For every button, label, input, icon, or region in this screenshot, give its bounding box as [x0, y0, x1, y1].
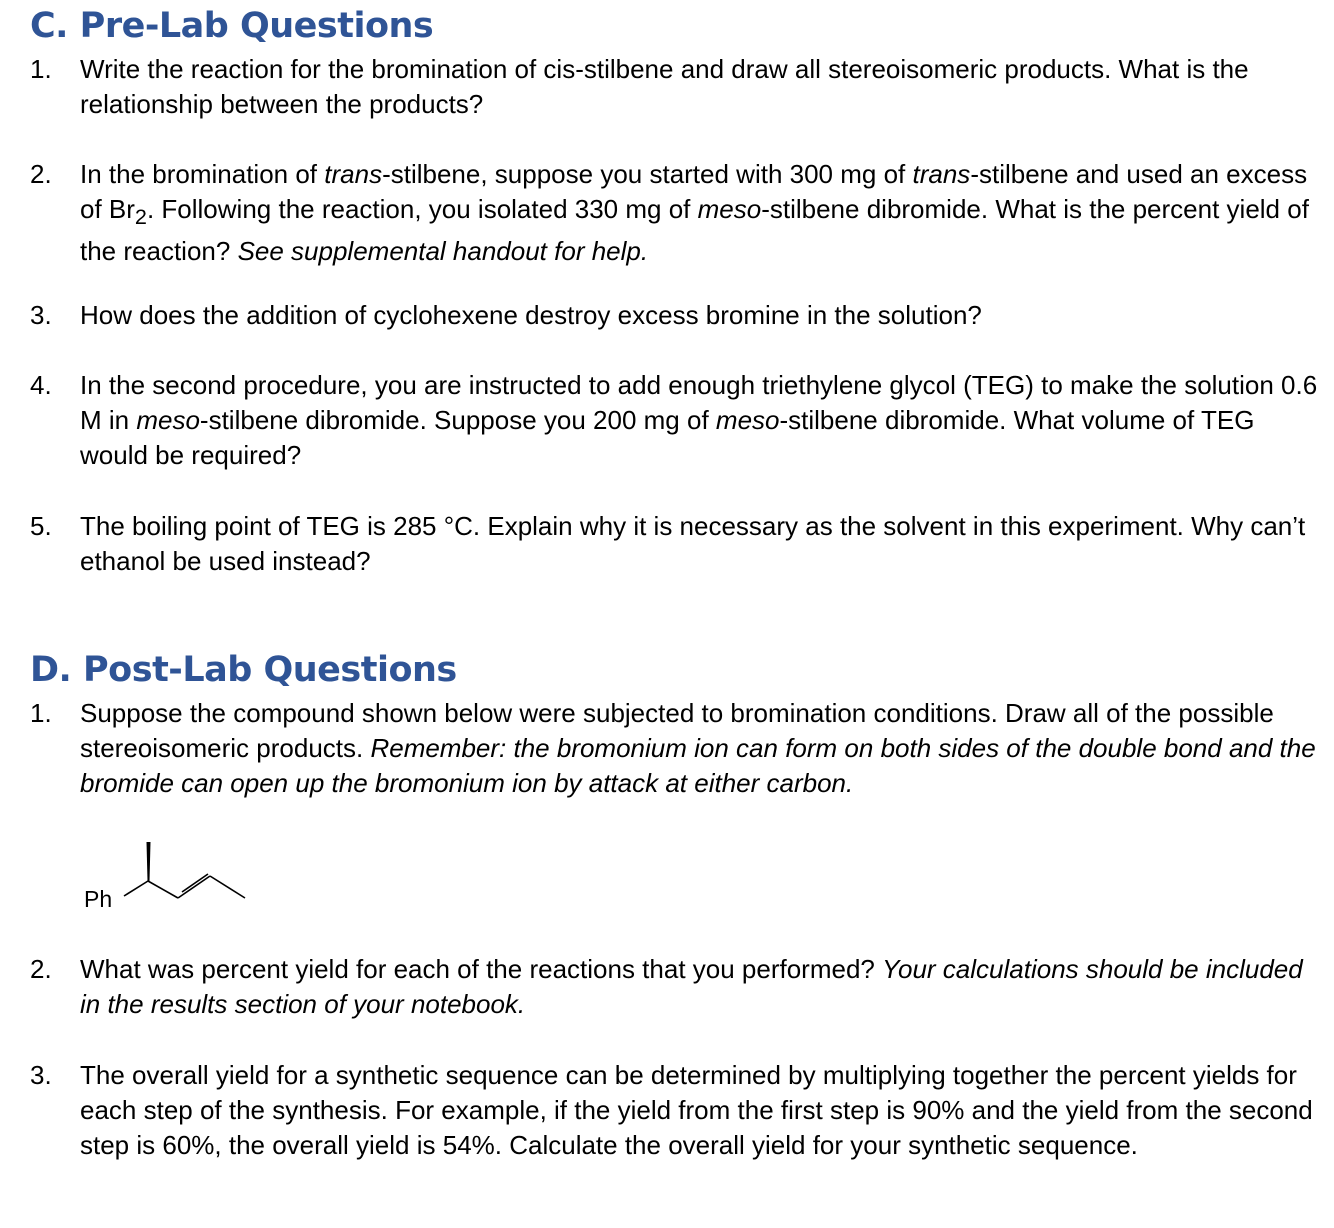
post-lab-section-title: D. Post-Lab Questions	[30, 650, 457, 690]
wedge-bond-methyl	[147, 842, 151, 881]
text-run: -stilbene, suppose you started with 300 mg of	[382, 159, 913, 189]
bond-c1-c2	[148, 881, 178, 898]
bond-c3-methyl	[210, 876, 245, 898]
italic-run: Remember: the bromonium ion can form on both sides of the double bond and the bromide can open up the bromonium ion by attack at either carbon.	[80, 733, 1316, 798]
text-run: -stilbene and used an excess of Br	[80, 159, 1308, 224]
question-text: The boiling point of TEG is 285 °C. Explain why it is necessary as the solvent in this experiment. Why can’t ethanol be used instead?	[80, 511, 1306, 576]
question-text	[80, 696, 1320, 801]
question-text: Write the reaction for the bromination of cis-stilbene and draw all stereoisomeric products. What is the relationship between the products?	[80, 54, 1249, 119]
question-text	[80, 157, 1320, 269]
text-run: . Following the reaction, you isolated 330 mg of	[146, 194, 698, 224]
question-text	[80, 952, 1320, 1022]
question-number: 1.	[30, 54, 52, 84]
question-number: 3.	[30, 1060, 52, 1090]
pre-lab-question-4	[30, 368, 1320, 473]
question-text: How does the addition of cyclohexene destroy excess bromine in the solution?	[80, 300, 982, 330]
italic-run: trans	[324, 159, 383, 189]
pre-lab-question-2	[30, 157, 1320, 269]
double-bond-outer	[178, 876, 210, 898]
question-number: 2.	[30, 954, 52, 984]
bond-ph-c1	[124, 881, 148, 896]
italic-run: meso	[715, 405, 780, 435]
italic-run: meso	[697, 194, 762, 224]
pre-lab-question-1	[30, 52, 1320, 122]
pre-lab-question-5	[30, 509, 1320, 579]
text-run: What was percent yield for each of the reactions that you performed?	[80, 954, 883, 984]
italic-run: See supplemental handout for help.	[237, 236, 649, 267]
italic-run: meso	[136, 405, 200, 435]
italic-run: Your calculations should be included in the results section of your notebook.	[80, 954, 1303, 1019]
question-text: The overall yield for a synthetic sequence can be determined by multiplying together the percent yields for each step of the synthesis. For example, if the yield from the first step is 90% and the yield from the second step is 60%, the overall yield is 54%. Calculate the overall yield for your synthetic sequence.	[80, 1060, 1313, 1160]
italic-run: trans	[912, 159, 971, 189]
text-run: In the second procedure, you are instructed to add enough triethylene glycol (TEG) to make the solution 0.6 M in	[80, 370, 1318, 435]
pre-lab-section-title: C. Pre-Lab Questions	[30, 6, 434, 46]
pre-lab-question-3	[30, 298, 1320, 333]
question-number: 1.	[30, 698, 52, 728]
question-number: 2.	[30, 159, 52, 189]
text-run: In the bromination of	[80, 159, 325, 189]
question-text	[80, 368, 1320, 473]
question-number: 4.	[30, 370, 52, 400]
post-lab-question-1	[30, 696, 1320, 801]
post-lab-question-2	[30, 952, 1320, 1022]
post-lab-question-3	[30, 1058, 1320, 1163]
question-number: 5.	[30, 511, 52, 541]
text-run: -stilbene dibromide. Suppose you 200 mg of	[199, 405, 716, 435]
text-run: Suppose the compound shown below were subjected to bromination conditions. Draw all of the possible stereoisomeric products.	[80, 698, 1274, 763]
text-run: -stilbene dibromide. What volume of TEG would be required?	[80, 405, 1255, 470]
text-run: -stilbene dibromide. What is the percent yield of the reaction?	[80, 194, 1309, 267]
chemical-structure-diagram	[80, 838, 260, 918]
phenyl-label: Ph	[84, 886, 113, 912]
double-bond-inner	[182, 874, 208, 892]
subscript: 2	[134, 204, 147, 230]
question-number: 3.	[30, 300, 52, 330]
